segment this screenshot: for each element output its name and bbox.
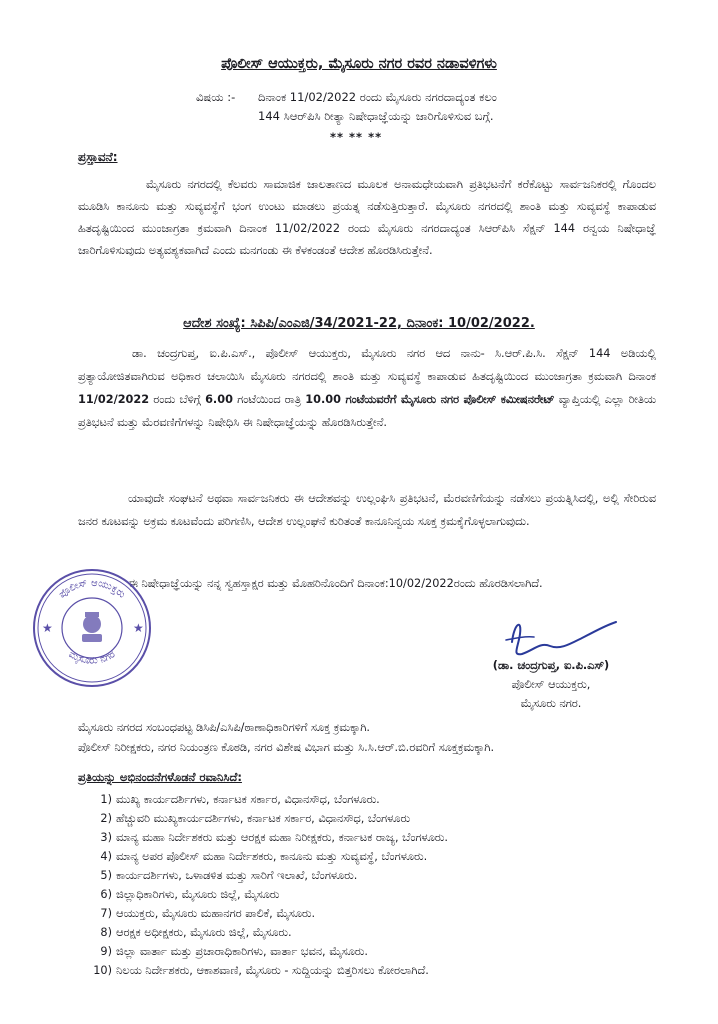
order-text-4: ವ್ಯಾಪ್ತಿಯಲ್ಲಿ ಎಲ್ಲಾ ರೀತಿಯ ಪ್ರತಿಭಟನೆ ಮತ್ತು ಮೆರವಣಿಗೆಗಳನ್ನು ನಿಷೇಧಿಸಿ ಈ ನಿಷೇಧಾಜ್ಞೆಯನ್ನು ಹೊರಡಿಸಿರುತ್ತೇನೆ. <box>78 393 656 429</box>
signatory-block <box>466 656 636 713</box>
order-paragraph <box>78 342 656 434</box>
cc-line-2: ಪೊಲೀಸ್ ನಿರೀಕ್ಷಕರು, ನಗರ ನಿಯಂತ್ರಣ ಕೊಠಡಿ, ನಗರ ವಿಶೇಷ ವಿಭಾಗ ಮತ್ತು ಸಿ.ಸಿ.ಆರ್.ಬಿ.ರವರಿಗೆ ಸೂಕ್ತಕ್ರಮಕ್ಕಾಗಿ. <box>78 741 495 754</box>
list-item: 1) ಮುಖ್ಯ ಕಾರ್ಯದರ್ಶಿಗಳು, ಕರ್ನಾಟಕ ಸರ್ಕಾರ, ವಿಧಾನಸೌಧ, ಬೆಂಗಳೂರು. <box>100 793 380 806</box>
svg-text:ಪೊಲೀಸ್ ಆಯುಕ್ತರು <box>57 578 127 601</box>
official-seal-stamp <box>30 566 154 690</box>
seal-emblem-icon <box>82 612 102 642</box>
issued-paragraph: ಈ ನಿಷೇಧಾಜ್ಞೆಯನ್ನು ನನ್ನ ಸ್ವಹಸ್ತಾಕ್ಷರ ಮತ್ತು ಮೊಹರಿನೊಂದಿಗೆ ದಿನಾಂಕ:10/02/2022ರಂದು ಹೊರಡಿಸಲಾಗಿದೆ. <box>128 577 543 590</box>
subject-line-1: ದಿನಾಂಕ 11/02/2022 ರಂದು ಮೈಸೂರು ನಗರದಾದ್ಯಂತ ಕಲಂ <box>258 90 497 104</box>
svg-text:★: ★ <box>42 621 53 635</box>
order-text-3: ಗಂಟೆಯಿಂದ ರಾತ್ರಿ <box>232 393 306 406</box>
preamble-heading: ಪ್ರಸ್ತಾವನೆ: <box>78 150 118 164</box>
list-item: 7) ಆಯುಕ್ತರು, ಮೈಸೂರು ಮಹಾನಗರ ಪಾಲಿಕೆ, ಮೈಸೂರು. <box>100 907 316 920</box>
list-item: 3) ಮಾನ್ಯ ಮಹಾ ನಿರ್ದೇಶಕರು ಮತ್ತು ಆರಕ್ಷಕ ಮಹಾ ನಿರೀಕ್ಷಕರು, ಕರ್ನಾಟಕ ರಾಜ್ಯ, ಬೆಂಗಳೂರು. <box>100 831 448 844</box>
document-title: ಪೊಲೀಸ್ ಆಯುಕ್ತರು, ಮೈಸೂರು ನಗರ ರವರ ನಡಾವಳಿಗಳು <box>221 56 497 72</box>
svg-text:★: ★ <box>133 621 144 635</box>
signatory-place: ಮೈಸೂರು ನಗರ. <box>520 697 582 710</box>
order-text-2: ರಂದು ಬೆಳಿಗ್ಗೆ <box>149 393 206 406</box>
list-item: 6) ಜಿಲ್ಲಾಧಿಕಾರಿಗಳು, ಮೈಸೂರು ಜಿಲ್ಲೆ, ಮೈಸೂರು <box>100 888 280 901</box>
order-date: 11/02/2022 <box>78 393 150 406</box>
copy-heading: ಪ್ರತಿಯನ್ನು ಅಭಿನಂದನೆಗಳೊಡನೆ ರವಾನಿಸಿದೆ: <box>78 770 242 784</box>
list-item: 2) ಹೆಚ್ಚುವರಿ ಮುಖ್ಯಕಾರ್ಯದರ್ಶಿಗಳು, ಕರ್ನಾಟಕ ಸರ್ಕಾರ, ವಿಧಾನಸೌಧ, ಬೆಂಗಳೂರು <box>100 812 411 825</box>
order-number: ಆದೇಶ ಸಂಖ್ಯೆ: ಸಿಪಿಪಿ/ಎಂಎಜಿ/34/2021-22, ದಿನಾಂಕ: 10/02/2022. <box>183 316 535 331</box>
cc-block <box>78 718 688 758</box>
subject-label: ವಿಷಯ :- <box>196 90 236 104</box>
list-item: 8) ಆರಕ್ಷಕ ಅಧೀಕ್ಷಕರು, ಮೈಸೂರು ಜಿಲ್ಲೆ, ಮೈಸೂರು. <box>100 926 292 939</box>
order-time-start: 6.00 <box>205 393 233 406</box>
seal-top-text: ಪೊಲೀಸ್ ಆಯುಕ್ತರು <box>56 577 128 601</box>
list-item: 9) ಜಿಲ್ಲಾ ವಾರ್ತಾ ಮತ್ತು ಪ್ರಚಾರಾಧಿಕಾರಿಗಳು, ವಾರ್ತಾ ಭವನ, ಮೈಸೂರು. <box>100 945 368 958</box>
recipient-list <box>88 790 688 980</box>
subject-line-2: 144 ಸಿಆರ್‌ಪಿಸಿ ರೀತ್ಯಾ ನಿಷೇಧಾಜ್ಞೆಯನ್ನು ಜಾರಿಗೊಳಿಸುವ ಬಗ್ಗೆ. <box>258 109 494 123</box>
list-item: 5) ಕಾರ್ಯದರ್ಶಿಗಳು, ಒಳಾಡಳಿತ ಮತ್ತು ಸಾರಿಗೆ ಇಲಾಖೆ, ಬೆಂಗಳೂರು. <box>100 869 358 882</box>
order-time-end: 10.00 ಗಂಟೆಯವರೆಗೆ ಮೈಸೂರು ನಗರ ಪೊಲೀಸ್ ಕಮೀಷನರೇಟ್ <box>305 393 555 406</box>
signatory-name: (ಡಾ. ಚಂದ್ರಗುಪ್ತ, ಐ.ಪಿ.ಎಸ್) <box>492 659 610 672</box>
subject-separator: ** ** ** <box>330 130 383 144</box>
signatory-designation: ಪೊಲೀಸ್ ಆಯುಕ್ತರು, <box>511 678 591 691</box>
order-text-1: ಡಾ. ಚಂದ್ರಗುಪ್ತ, ಐ.ಪಿ.ಎಸ್., ಪೊಲೀಸ್ ಆಯುಕ್ತರು, ಮೈಸೂರು ನಗರ ಆದ ನಾನು- ಸಿ.ಆರ್.ಪಿ.ಸಿ. ಸೆಕ್ಷನ್ 144 ಅಡಿಯಲ್ಲಿ ಪ್ರತ್ಯಾಯೋಜಿತವಾಗಿರುವ ಅಧಿಕಾರ ಚಲಾಯಿಸಿ ಮೈಸೂರು ನಗರದಲ್ಲಿ ಶಾಂತಿ ಮತ್ತು ಸುವ್ಯವಸ್ಥೆ ಕಾಪಾಡುವ ಹಿತದೃಷ್ಟಿಯಿಂದ ಮುಂಜಾಗ್ರತಾ ಕ್ರಮವಾಗಿ ದಿನಾಂಕ <box>78 347 656 383</box>
seal-bottom-text: ಮೈಸೂರು ನಗರ <box>66 649 118 667</box>
cc-line-1: ಮೈಸೂರು ನಗರದ ಸಂಬಂಧಪಟ್ಟ ಡಿಸಿಪಿ/ಎಸಿಪಿ/ಠಾಣಾಧಿಕಾರಿಗಳಿಗೆ ಸೂಕ್ತ ಕ್ರಮಕ್ಕಾಗಿ. <box>78 721 370 734</box>
list-item: 10) ನಿಲಯ ನಿರ್ದೇಶಕರು, ಆಕಾಶವಾಣಿ, ಮೈಸೂರು - ಸುದ್ದಿಯನ್ನು ಬಿತ್ತರಿಸಲು ಕೋರಲಾಗಿದೆ. <box>93 964 429 977</box>
list-item: 4) ಮಾನ್ಯ ಅಪರ ಪೊಲೀಸ್ ಮಹಾ ನಿರ್ದೇಶಕರು, ಕಾನೂನು ಮತ್ತು ಸುವ್ಯವಸ್ಥೆ, ಬೆಂಗಳೂರು. <box>100 850 428 863</box>
preamble-paragraph: ಮೈಸೂರು ನಗರದಲ್ಲಿ ಕೆಲವರು ಸಾಮಾಜಿಕ ಜಾಲತಾಣದ ಮೂಲಕ ಅನಾಮಧೇಯವಾಗಿ ಪ್ರತಿಭಟನೆಗೆ ಕರೆಕೊಟ್ಟು ಸಾರ್ವಜನಿಕರಲ್ಲಿ ಗೊಂದಲ ಮೂಡಿಸಿ ಕಾನೂನು ಮತ್ತು ಸುವ್ಯವಸ್ಥೆಗೆ ಭಂಗ ಉಂಟು ಮಾಡಲು ಪ್ರಯತ್ನ ನಡೆಸುತ್ತಿರುತ್ತಾರೆ. ಮೈಸೂರು ನಗರದಲ್ಲಿ ಶಾಂತಿ ಮತ್ತು ಸುವ್ಯವಸ್ಥೆ ಕಾಪಾಡುವ ಹಿತದೃಷ್ಟಿಯಿಂದ ಮುಂಜಾಗ್ರತಾ ಕ್ರಮವಾಗಿ ದಿನಾಂಕ 11/02/2022 ರಂದು ಮೈಸೂರು ನಗರದಾದ್ಯಂತ ಸಿಆರ್‌ಪಿಸಿ ಸೆಕ್ಷನ್ 144 ರನ್ವಯ ನಿಷೇಧಾಜ್ಞೆ ಜಾರಿಗೊಳಿಸುವುದು ಅತ್ಯವಶ್ಯಕವಾಗಿದೆ ಎಂದು ಮನಗಂಡು ಈ ಕೆಳಕಂಡಂತೆ ಆದೇಶ ಹೊರಡಿಸಿರುತ್ತೇನೆ. <box>78 178 656 257</box>
svg-text:ಮೈಸೂರು ನಗರ <box>67 649 118 667</box>
warning-paragraph: ಯಾವುದೇ ಸಂಘಟನೆ ಅಥವಾ ಸಾರ್ವಜನಿಕರು ಈ ಆದೇಶವನ್ನು ಉಲ್ಲಂಘಿಸಿ ಪ್ರತಿಭಟನೆ, ಮೆರವಣಿಗೆಯನ್ನು ನಡೆಸಲು ಪ್ರಯತ್ನಿಸಿದಲ್ಲಿ, ಅಲ್ಲಿ ಸೇರಿರುವ ಜನರ ಕೂಟವನ್ನು ಅಕ್ರಮ ಕೂಟವೆಂದು ಪರಿಗಣಿಸಿ, ಆದೇಶ ಉಲ್ಲಂಘನೆ ಕುರಿತಂತೆ ಕಾನೂನಿನ್ವಯ ಸೂಕ್ತ ಕ್ರಮಕೈಗೊಳ್ಳಲಾಗುವುದು. <box>78 492 656 528</box>
